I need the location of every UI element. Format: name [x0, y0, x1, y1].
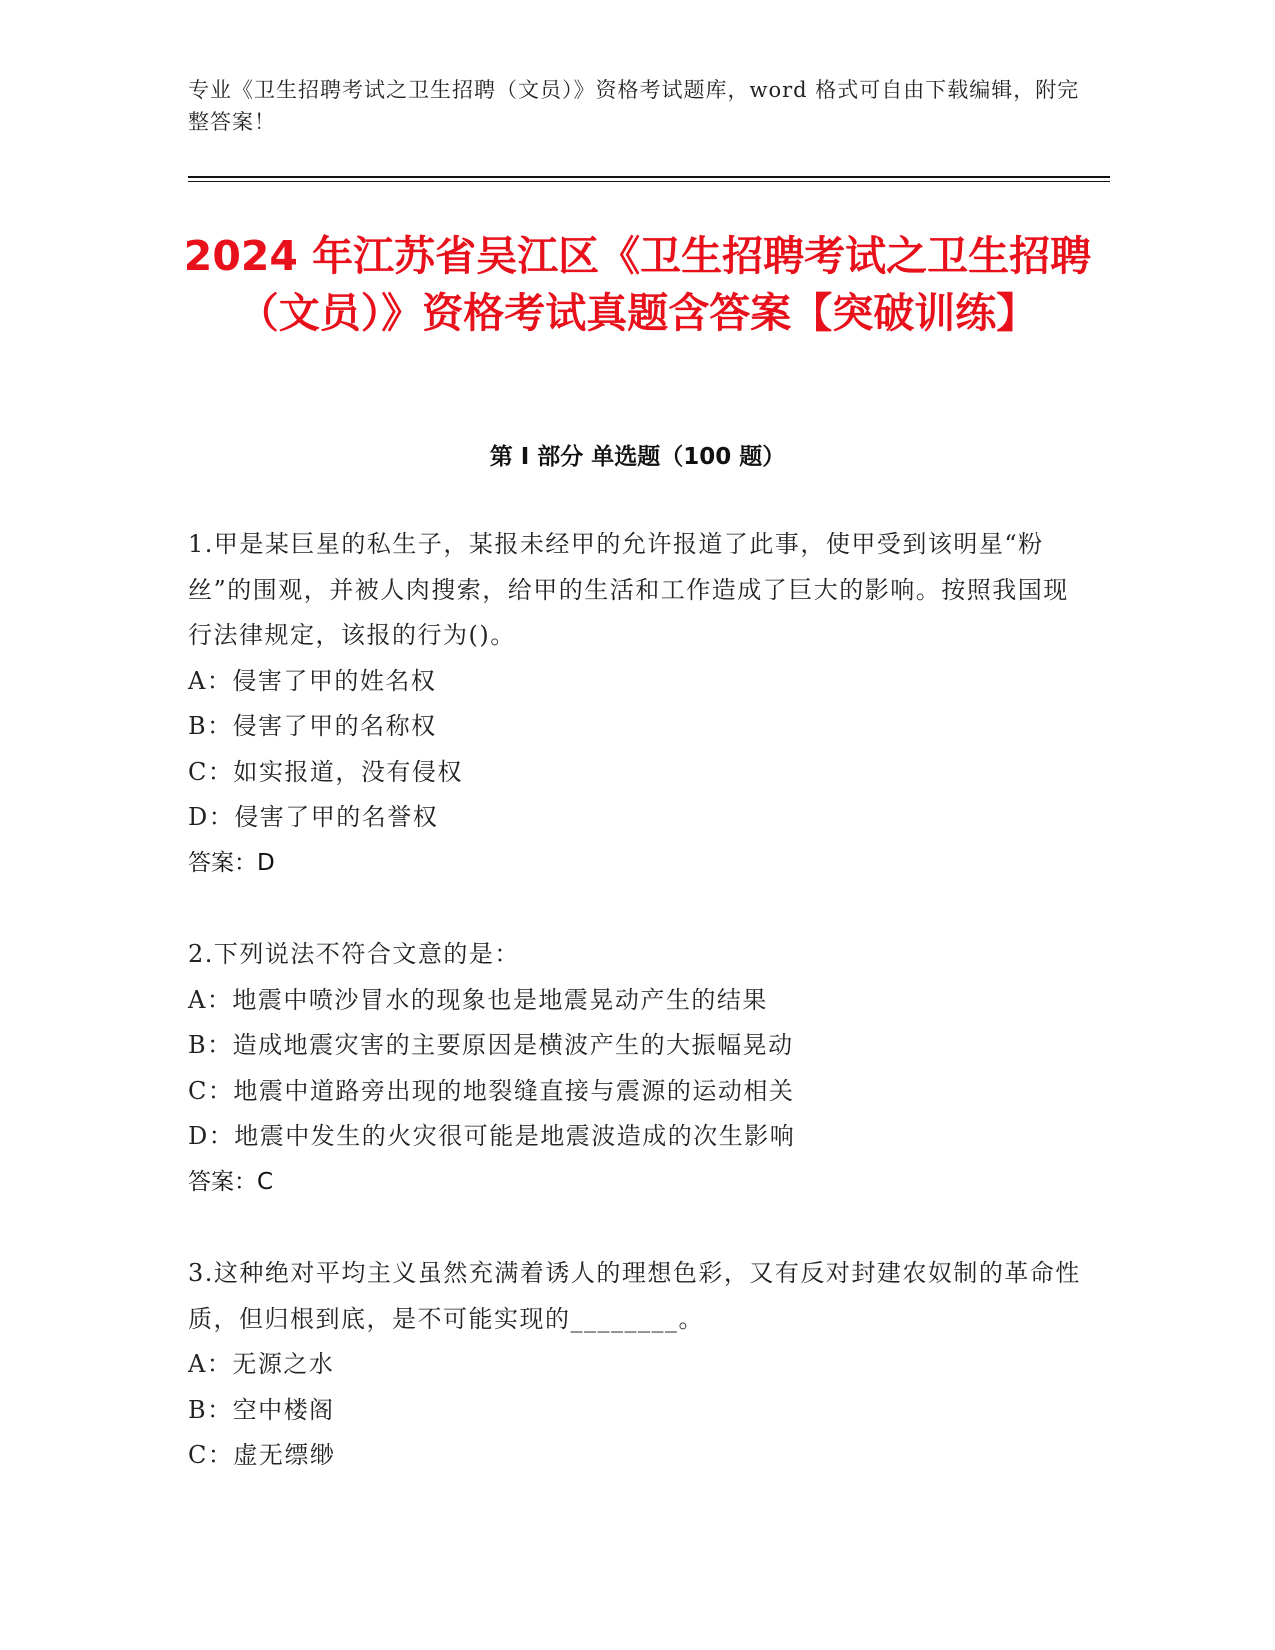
- document-title: 2024 年江苏省吴江区《卫生招聘考试之卫生招聘（文员）》资格考试真题含答案【突破训练】: [183, 232, 1092, 337]
- option-c: C：虚无缥缈: [188, 1441, 336, 1469]
- option-a: A：无源之水: [188, 1350, 335, 1378]
- header-note: 专业《卫生招聘考试之卫生招聘（文员）》资格考试题库，word 格式可自由下载编辑，附完整答案！: [188, 78, 1080, 134]
- question-1: [188, 522, 1088, 886]
- option-b: B：造成地震灾害的主要原因是横波产生的大振幅晃动: [188, 1031, 794, 1059]
- option-d: D：侵害了甲的名誉权: [188, 803, 439, 831]
- question-3: [188, 1251, 1088, 1479]
- question-stem: 2.下列说法不符合文意的是：: [188, 940, 520, 968]
- question-stem: 1.甲是某巨星的私生子，某报未经甲的允许报道了此事，使甲受到该明星“粉丝”的围观，并被人肉搜索，给甲的生活和工作造成了巨大的影响。按照我国现行法律规定，该报的行为()。: [188, 530, 1069, 649]
- option-a: A：侵害了甲的姓名权: [188, 666, 437, 695]
- header-divider-thick: [188, 176, 1110, 178]
- option-c: C：地震中道路旁出现的地裂缝直接与震源的运动相关: [188, 1076, 795, 1105]
- question-stem: 3.这种绝对平均主义虽然充满着诱人的理想色彩，又有反对封建农奴制的革命性质，但归根到底，是不可能实现的________。: [188, 1259, 1081, 1333]
- option-a: A：地震中喷沙冒水的现象也是地震晃动产生的结果: [188, 985, 768, 1014]
- option-c: C：如实报道，没有侵权: [188, 757, 463, 786]
- option-b: B：空中楼阁: [188, 1395, 335, 1424]
- answer: 答案：C: [188, 1168, 274, 1195]
- section-title: 第 I 部分 单选题（100 题）: [489, 444, 786, 470]
- header-divider-thin: [188, 181, 1110, 182]
- question-2: [188, 932, 1088, 1205]
- option-d: D：地震中发生的火灾很可能是地震波造成的次生影响: [188, 1122, 796, 1150]
- answer: 答案：D: [188, 849, 275, 876]
- option-b: B：侵害了甲的名称权: [188, 712, 437, 740]
- question-list: [188, 522, 1088, 1525]
